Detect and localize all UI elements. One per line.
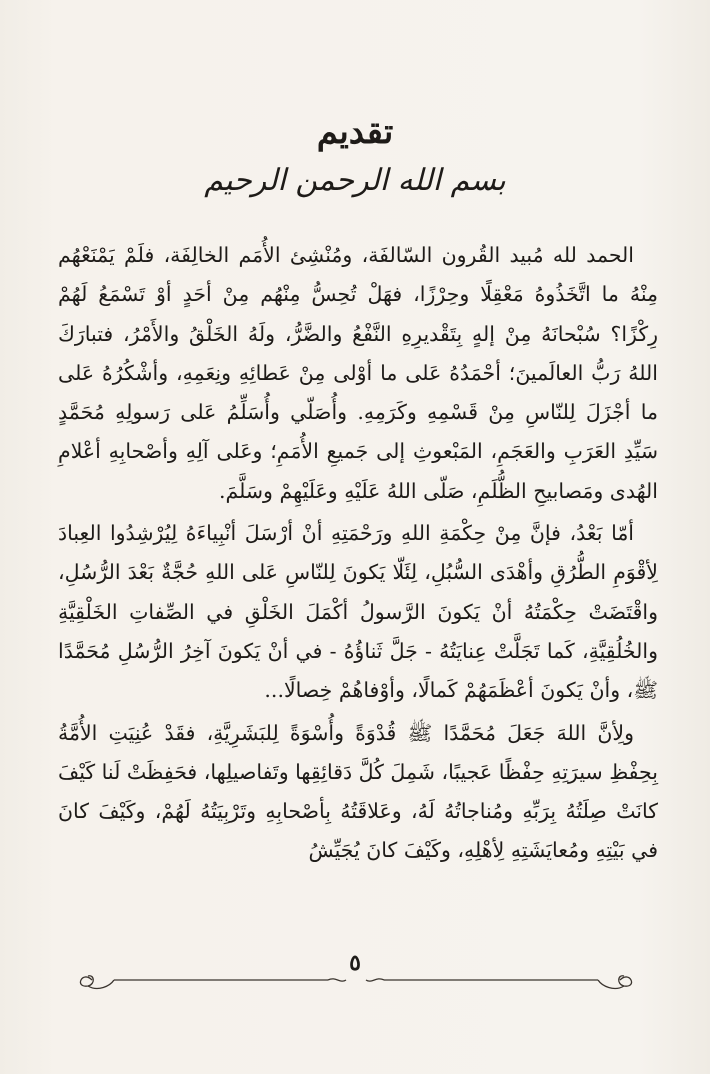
basmala-calligraphy: بسم الله الرحمن الرحيم (204, 163, 506, 198)
paragraph-sira: ولِأنَّ اللهَ جَعَلَ مُحَمَّدًا ﷺ قُدْوَةً وأُسْوَةً لِلبَشَرِيَّةِ، فقَدْ عُنِيَتِ الأُمَّةُ بِحِفْظِ سيرَتِهِ حِفْظًا عَجيبًا، شَمِلَ كُلَّ دَقائِقِها وتَفاصيلِها، فحَفِظَتْ لَنا كَيْفَ كانَتْ صِلَتُهُ بِرَبِّهِ ومُناجاتُهُ لَهُ، وعَلاقَتُهُ بِأصْحابِهِ وتَرْبِيَتُهُ لَهُمْ، وكَيْفَ كانَ في بَيْتِهِ ومُعايَشَتِهِ لِأهْلِهِ، وكَيْفَ كانَ يُجَيِّشُ (58, 720, 658, 863)
page-number: ٥ (349, 950, 361, 976)
footer-ornament (78, 966, 634, 994)
paragraph-intro: الحمد لله مُبيد القُرون السّالفَة، ومُنْشِئ الأُمَم الخالِفَة، فلَمْ يَمْنَعْهُم مِنْهُ ما اتَّخَذُوهُ مَعْقِلًا وحِرْزًا، فهَلْ تُحِسُّ مِنْهُم مِنْ أحَدٍ أوْ تَسْمَعُ لَهُمْ رِكْزًا؟ سُبْحانَهُ مِنْ إلهٍ بِتَقْديرِهِ النَّفْعُ والضَّرُّ، ولَهُ الخَلْقُ والأَمْرُ، فتبارَكَ اللهُ رَبُّ العالَمينَ؛ أحْمَدُهُ عَلى ما أوْلى مِنْ عَطائِهِ ونِعَمِهِ، وأشْكُرُهُ عَلى ما أجْزَلَ لِلنّاسِ مِنْ قَسْمِهِ وكَرَمِهِ. وأُصَلّي وأُسَلِّمُ عَلى رَسولِهِ مُحَمَّدٍ سَيِّدِ العَرَبِ والعَجَمِ، المَبْعوثِ إلى جَميعِ الأُمَمِ؛ وعَلى آلِهِ وأصْحابِهِ أعْلامِ الهُدى ومَصابيحِ الظُّلَمِ، صَلّى اللهُ عَلَيْهِ وعَلَيْهِمْ وسَلَّمَ. (58, 243, 658, 503)
paragraph-amma-bad: أمّا بَعْدُ، فإنَّ مِنْ حِكْمَةِ اللهِ ورَحْمَتِهِ أنْ أرْسَلَ أنْبِياءَهُ لِيُرْشِدُوا العِبادَ لِأقْوَمِ الطُّرُقِ وأهْدَى السُّبُلِ، لِئَلّا يَكونَ لِلنّاسِ عَلى اللهِ حُجَّةٌ بَعْدَ الرُّسُلِ، واقْتَضَتْ حِكْمَتُهُ أنْ يَكونَ الرَّسولُ أكْمَلَ الخَلْقِ في الصِّفاتِ الخَلْقِيَّةِ والخُلُقِيَّةِ، كَما تَجَلَّتْ عِنايَتُهُ - جَلَّ ثَناؤُهُ - في أنْ يَكونَ آخِرُ الرُّسُلِ مُحَمَّدًا ﷺ، وأنْ يَكونَ أعْظَمَهُمْ كَمالًا، وأوْفاهُمْ خِصالًا... (58, 521, 658, 703)
page-title: تقديم (316, 112, 394, 152)
body-text (58, 236, 658, 871)
